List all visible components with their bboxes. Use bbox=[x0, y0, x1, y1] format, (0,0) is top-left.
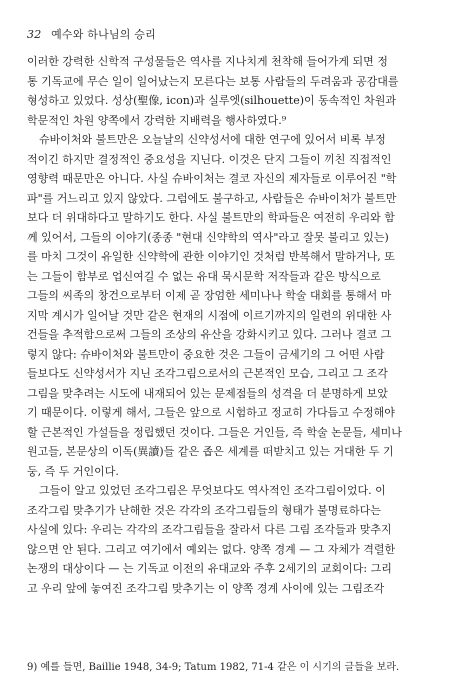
footnote: 9) 예를 들면, Baillie 1948, 34-9; Tatum 1982, 71-4 같은 이 시기의 글들을 보라. bbox=[27, 662, 400, 673]
text-line: 슈바이처와 불트만은 오늘날의 신약성서에 대한 연구에 있어서 비록 부정 bbox=[39, 133, 386, 146]
paragraph-2 bbox=[27, 130, 425, 481]
text-line: 고 우리 앞에 놓여진 조각그림 맞추기는 이 양쪽 경계 사이에 있는 그림조각 bbox=[27, 581, 385, 595]
text-line: 그들의 씨족의 창건으로부터 이제 곧 장엄한 세미나나 학술 대회를 통해서 마 bbox=[27, 289, 392, 302]
text-line: 할 근본적인 가설들을 정립했던 것이다. 그들은 거인들, 즉 학술 논문들, 세미나 bbox=[27, 425, 402, 439]
body-text bbox=[27, 52, 425, 598]
page-number: 32 bbox=[27, 28, 42, 41]
text-line: 렇지 않다: 슈바이처와 불트만이 중요한 것은 그들이 금세기의 그 어떤 사람 bbox=[27, 347, 385, 361]
text-line: 조각그림 맞추기가 난해한 것은 각각의 조각그림들의 형태가 불명료하다는 bbox=[27, 503, 381, 517]
text-line: 논쟁의 대상이다 — 는 기독교 이전의 유대교와 주후 2세기의 교회이다: 그리 bbox=[27, 562, 392, 575]
paragraph-3 bbox=[27, 481, 425, 598]
running-head-title: 예수와 하나님의 승리 bbox=[51, 28, 156, 41]
text-line: 파"를 거느리고 있지 않았다. 그럼에도 불구하고, 사람들은 슈바이처가 불트만 bbox=[27, 191, 397, 205]
text-line: 기 때문이다. 이렇게 해서, 그들은 앞으로 시험하고 정교히 가다듬고 수정해야 bbox=[27, 406, 395, 419]
text-line: 지막 계시가 일어날 것만 같은 현재의 시점에 이르기까지의 일련의 위대한 사 bbox=[27, 308, 392, 322]
text-line: 형성하고 있었다. 성상(聖像, icon)과 실루엣(silhouette)이 동속적인 차원과 bbox=[27, 94, 397, 107]
text-line: 그들이 알고 있었던 조각그림은 무엇보다도 역사적인 조각그림이었다. 이 bbox=[39, 484, 386, 497]
paragraph-1 bbox=[27, 52, 425, 130]
text-line: 적이긴 하지만 결정적인 중요성을 지닌다. 이것은 단지 그들이 끼친 직접적인 bbox=[27, 152, 392, 166]
text-line: 둥, 즉 두 거인이다. bbox=[27, 464, 119, 478]
text-line: 보다 더 위대하다고 말하기도 한다. 사실 불트만의 학파들은 여전히 우리와 함 bbox=[27, 211, 395, 224]
running-head bbox=[27, 26, 156, 42]
text-line: 사실에 있다: 우리는 각각의 조각그림들을 잘라서 다른 그림 조각들과 맞추지 bbox=[27, 523, 392, 536]
text-line: 건들을 추적함으로써 그들의 조상의 유산을 강화시키고 있다. 그러나 결코 그 bbox=[27, 328, 392, 341]
text-line: 를 마치 그것이 유일한 신약학에 관한 이야기인 것처럼 반복해서 말하거나, 또 bbox=[27, 250, 395, 263]
text-line: 통 기독교에 무슨 일이 일어났는지 모른다는 보통 사람들의 두려움과 공감대를 bbox=[27, 74, 399, 88]
text-line: 그림을 맞추려는 시도에 내재되어 있는 문제점들의 성격을 더 분명하게 보았 bbox=[27, 386, 388, 400]
text-line: 들보다도 신약성서가 지닌 조각그림으로서의 근본적인 모습, 그리고 그 조각 bbox=[27, 367, 388, 380]
text-line: 이러한 강력한 신학적 구성물들은 역사를 지나치게 천착해 들어가게 되면 정 bbox=[27, 55, 388, 68]
text-line: 영향력 때문만은 아니다. 사실 슈바이처는 결코 자신의 제자들로 이루어진 "학 bbox=[27, 172, 397, 185]
text-line: 학문적인 차원 양쪽에서 강력한 지배력을 행사하였다.⁹ bbox=[27, 113, 287, 127]
text-line: 께 있어서, 그들의 이야기(종종 "현대 신약학의 역사"라고 잘못 불리고 있는) bbox=[27, 230, 389, 244]
text-line: 않으면 안 된다. 그리고 여기에서 예외는 없다. 양쪽 경계 — 그 자체가 격렬한 bbox=[27, 542, 396, 556]
footnote-divider bbox=[27, 650, 425, 651]
text-line: 원고들, 본문상의 이독(異讀)들 같은 좁은 세계를 떠받치고 있는 거대한 두 기 bbox=[27, 445, 394, 458]
text-line: 는 그들이 함부로 업신여길 수 없는 유대 묵시문학 저작들과 같은 방식으로 bbox=[27, 269, 381, 283]
